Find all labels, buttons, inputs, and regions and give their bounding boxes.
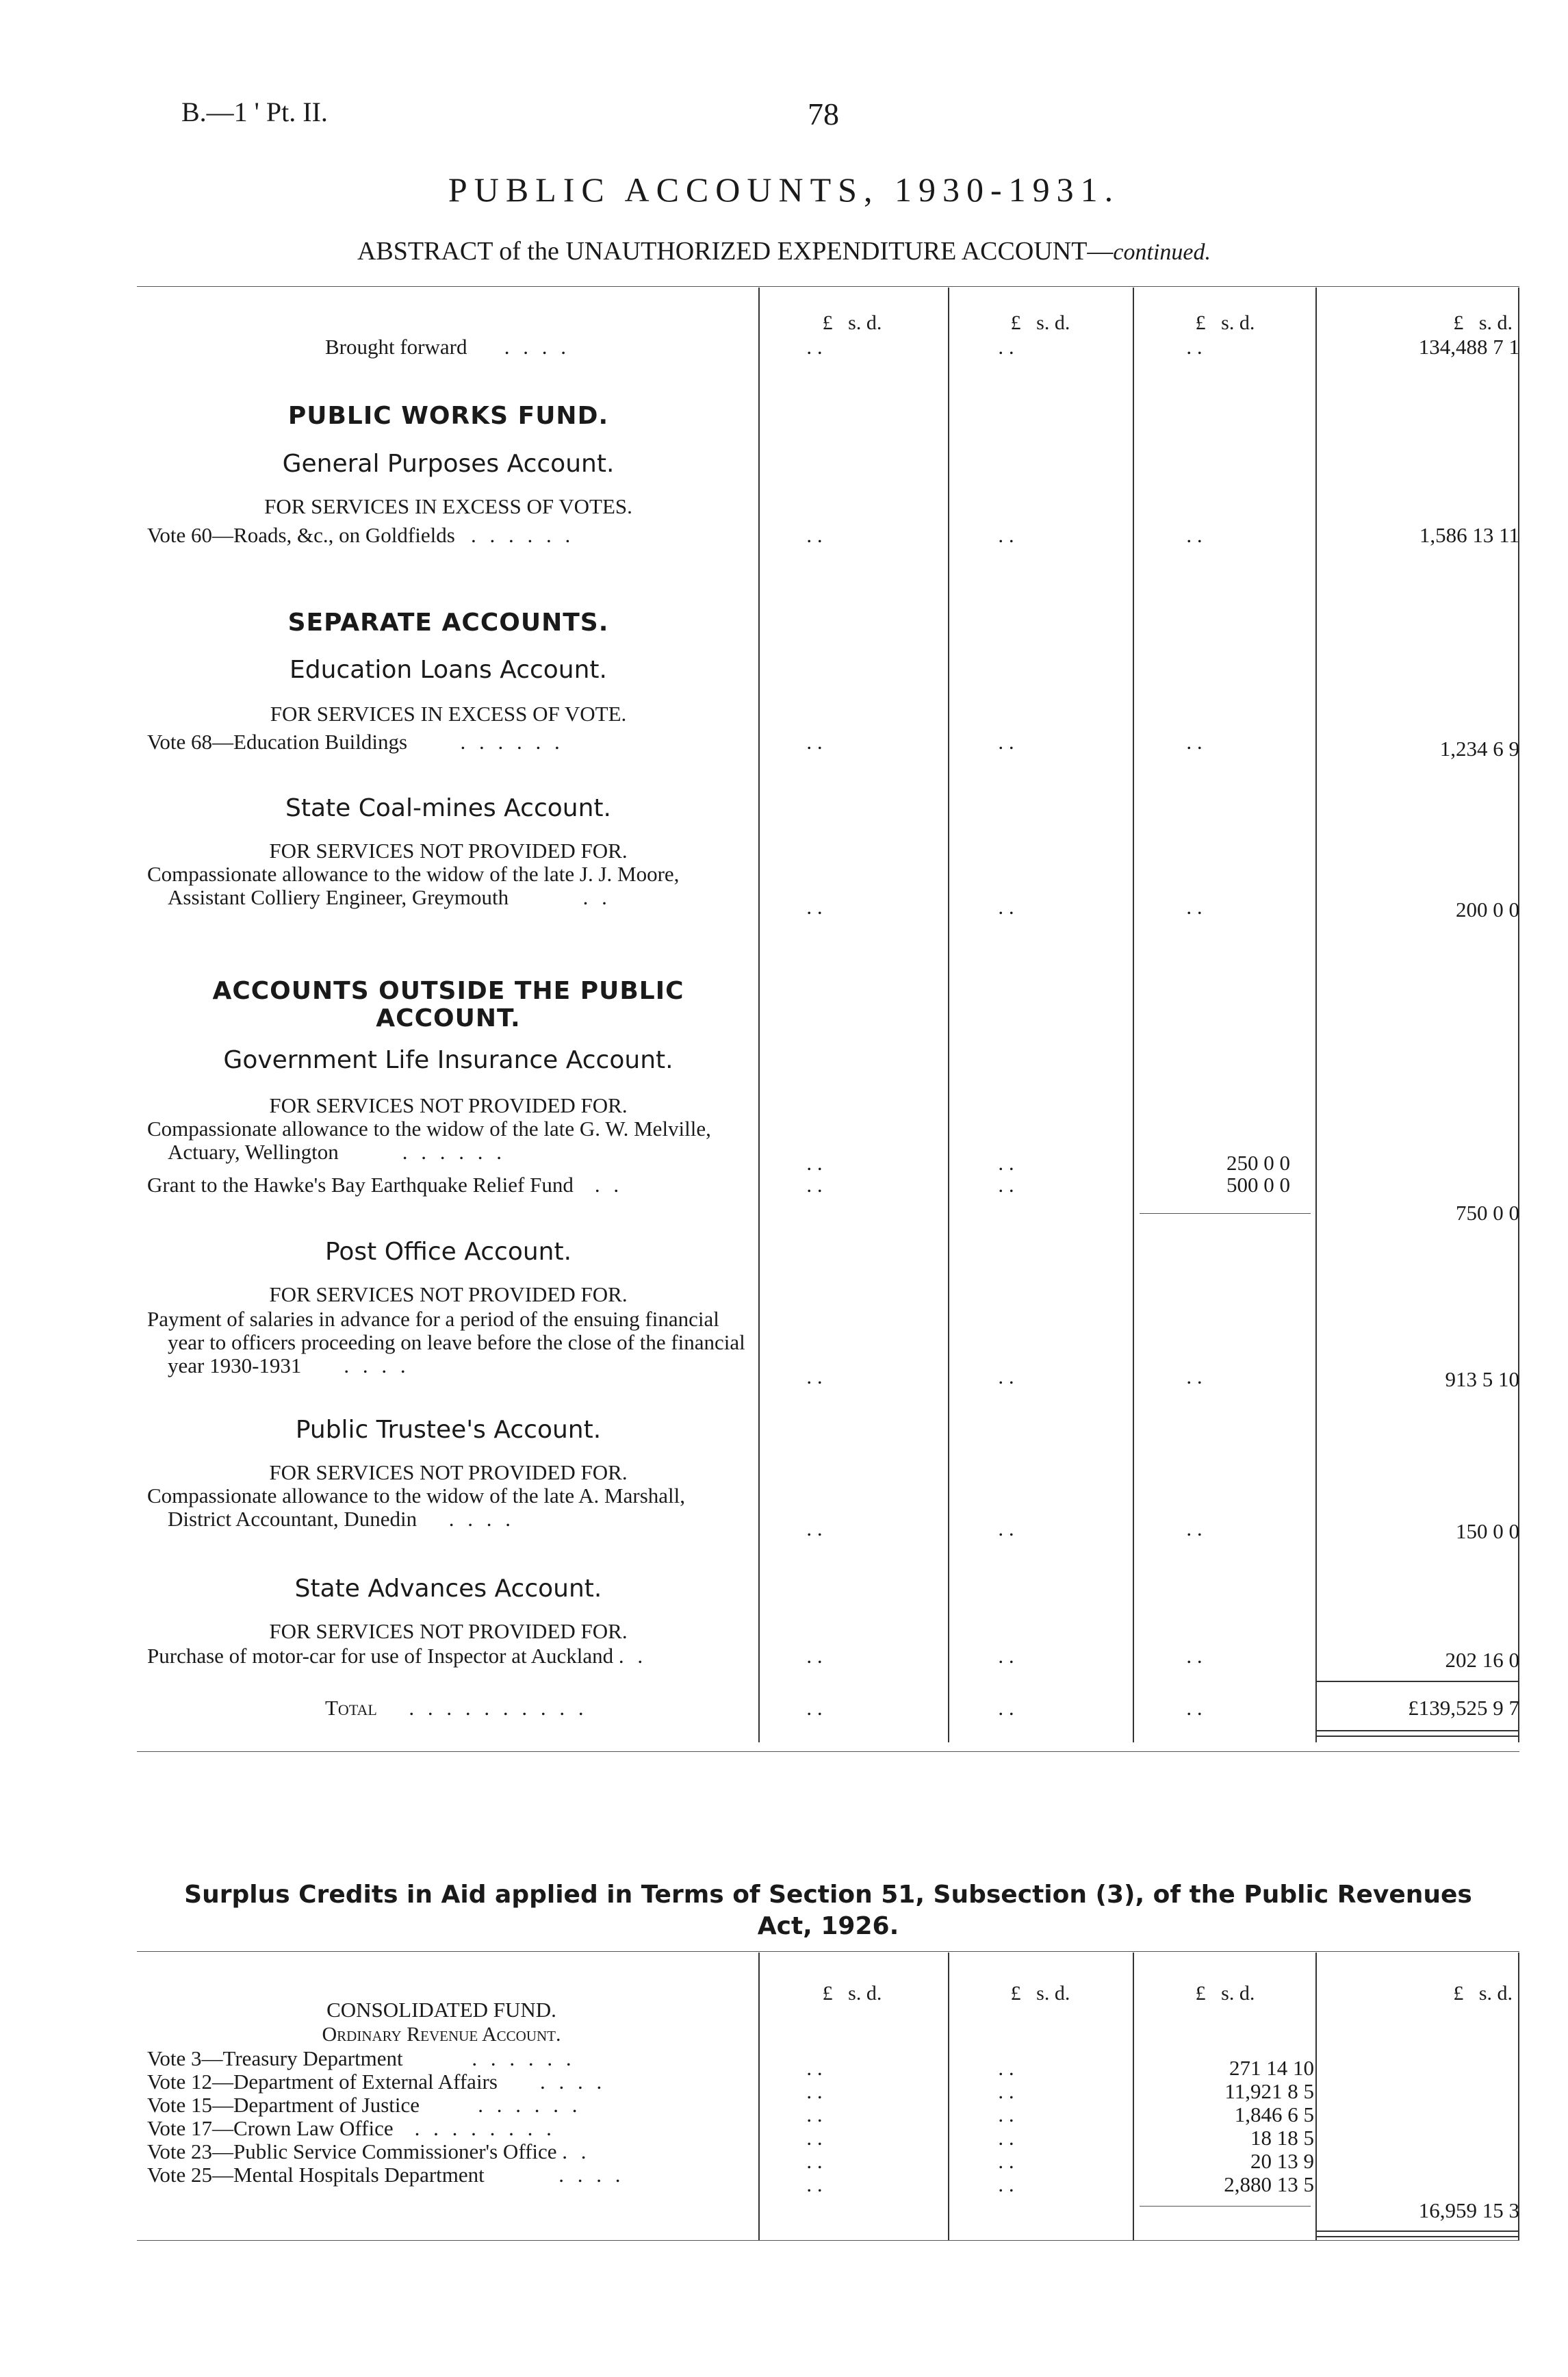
cell-col3: . .	[1186, 1644, 1203, 1668]
surplus-col4-sd: s. d.	[1478, 1982, 1513, 2005]
subheading-state-advances: State Advances Account.	[294, 1575, 602, 1603]
cell-col1: . .	[806, 1696, 823, 1720]
cell-col4: 134,488 7 1	[1418, 335, 1519, 359]
surplus-col2-pound: £	[1010, 1982, 1021, 2005]
cell-col2: . .	[998, 2126, 1014, 2150]
row-leader: . . . . . .	[471, 523, 575, 547]
subheading-post-office: Post Office Account.	[324, 1238, 572, 1266]
cell-col3: . .	[1186, 730, 1203, 754]
surplus-col4-pound: £	[1453, 1982, 1464, 2005]
surplus-subtotal-rule	[1140, 2206, 1311, 2207]
cell-col4: 1,586 13 11	[1419, 523, 1519, 547]
caption-not-provided: FOR SERVICES NOT PROVIDED FOR.	[269, 1619, 628, 1643]
cell-col3: 250 0 0	[1226, 1151, 1290, 1175]
col1-sd: s. d.	[848, 312, 882, 334]
cell-col4: 1,234 6 9	[1439, 737, 1519, 761]
cell-col3: 18 18 5	[1250, 2126, 1314, 2150]
page-title: PUBLIC ACCOUNTS, 1930-1931.	[448, 170, 1120, 209]
page-header-reference: B.—1 ' Pt. II.	[181, 97, 328, 127]
cell-col1: . .	[806, 335, 823, 359]
cell-col3: 20 13 9	[1250, 2149, 1314, 2173]
caption-not-provided: FOR SERVICES NOT PROVIDED FOR.	[269, 839, 628, 863]
row-label: Vote 12—Department of External Affairs	[147, 2070, 498, 2094]
row-label: Vote 23—Public Service Commissioner's Office	[147, 2139, 557, 2163]
surplus-bottom-rule	[137, 2240, 1519, 2241]
row-label: Vote 15—Department of Justice	[147, 2093, 420, 2117]
col-divider-2	[948, 288, 949, 1742]
cell-col1: . .	[806, 730, 823, 754]
col2-sd: s. d.	[1036, 312, 1070, 334]
surplus-account-heading: Ordinary Revenue Account.	[322, 2023, 561, 2046]
col3-pound: £	[1195, 312, 1206, 334]
row-leader: . .	[594, 1173, 624, 1197]
grand-total: £139,525 9 7	[1408, 1696, 1519, 1720]
surplus-col3-header	[1140, 1982, 1311, 2005]
caption-not-provided: FOR SERVICES NOT PROVIDED FOR.	[269, 1093, 628, 1117]
surplus-col1-sd: s. d.	[848, 1982, 882, 2005]
cell-col1: . .	[806, 1173, 823, 1197]
col3-header	[1140, 312, 1311, 335]
row-label: Compassionate allowance to the widow of the late J. J. Moore, Assistant Colliery Engineer, Greymouth	[147, 862, 680, 909]
row-label: Vote 3—Treasury Department	[147, 2046, 403, 2070]
row-leader: . . . . . .	[402, 1140, 506, 1164]
col2-pound: £	[1010, 312, 1021, 334]
col2-header	[955, 312, 1126, 335]
cell-col3: . .	[1186, 1696, 1203, 1720]
row-label: Vote 17—Crown Law Office	[147, 2116, 394, 2140]
cell-col2: . .	[998, 895, 1014, 919]
surplus-col2-header	[955, 1982, 1126, 2005]
row-leader: . . . .	[558, 2163, 625, 2187]
cell-col4: 202 16 0	[1445, 1648, 1519, 1672]
cell-col3: 2,880 13 5	[1224, 2172, 1314, 2196]
row-label: Purchase of motor-car for use of Inspector at Auckland	[147, 1644, 614, 1668]
cell-col2: . .	[998, 2056, 1014, 2080]
surplus-col3-sd: s. d.	[1221, 1982, 1255, 2005]
surplus-col1-pound: £	[822, 1982, 833, 2005]
subheading-coal-mines: State Coal-mines Account.	[285, 794, 611, 822]
row-leader: . . . .	[504, 335, 570, 359]
subtotal-rule-life	[1140, 1213, 1311, 1214]
page-number: 78	[808, 97, 839, 131]
surplus-fund-heading: CONSOLIDATED FUND.	[326, 1998, 556, 2022]
row-label: Grant to the Hawke's Bay Earthquake Relief Fund	[147, 1173, 574, 1197]
surplus-col1-header	[763, 1982, 941, 2005]
section-heading-separate: SEPARATE ACCOUNTS.	[287, 609, 609, 637]
cell-col2: . .	[998, 1364, 1014, 1388]
cell-col2: . .	[998, 2172, 1014, 2196]
col-divider-4	[1315, 288, 1317, 1742]
cell-col2: . .	[998, 1173, 1014, 1197]
row-label: Payment of salaries in advance for a period of the ensuing financial year to officers proceeding on leave before the close of the financial year 1930-1931	[147, 1307, 745, 1377]
cell-col4: 913 5 10	[1445, 1367, 1519, 1391]
cell-col2: . .	[998, 1151, 1014, 1175]
surplus-title: Surplus Credits in Aid applied in Terms of Section 51, Subsection (3), of the Public Revenues Act, 1926.	[184, 1881, 1472, 1940]
row-leader: . .	[618, 1644, 647, 1668]
col-divider-3	[1133, 288, 1134, 1742]
caption-not-provided: FOR SERVICES NOT PROVIDED FOR.	[269, 1460, 628, 1484]
cell-col1: . .	[806, 1151, 823, 1175]
cell-col3: . .	[1186, 335, 1203, 359]
row-leader: . .	[562, 2139, 591, 2163]
cell-col1: . .	[806, 1516, 823, 1540]
col1-header	[763, 312, 941, 335]
row-label: Vote 60—Roads, &c., on Goldfields	[147, 523, 455, 547]
total-label: Total	[325, 1696, 377, 1720]
table-bottom-rule	[137, 1751, 1519, 1752]
cell-col1: . .	[806, 2172, 823, 2196]
row-label: Vote 68—Education Buildings	[147, 730, 408, 754]
subheading-public-trustee: Public Trustee's Account.	[295, 1416, 602, 1444]
total-bottom-rule-double	[1315, 1736, 1518, 1737]
cell-col4: 150 0 0	[1456, 1519, 1519, 1543]
row-leader: . . . . . .	[472, 2046, 576, 2070]
surplus-total-rule-double	[1315, 2236, 1518, 2237]
cell-col2: . .	[998, 2102, 1014, 2126]
section-heading-public-works: PUBLIC WORKS FUND.	[287, 402, 609, 430]
subtitle-main: ABSTRACT of the UNAUTHORIZED EXPENDITURE ACCOUNT—	[357, 237, 1114, 266]
row-leader: . .	[582, 885, 611, 909]
row-leader: . . . .	[539, 2070, 606, 2094]
cell-col3: . .	[1186, 1516, 1203, 1540]
surplus-col-divider-right	[1518, 1953, 1519, 2240]
surplus-col-divider-4	[1315, 1953, 1317, 2240]
row-leader: . . . . . .	[460, 730, 564, 754]
cell-col1: . .	[806, 1644, 823, 1668]
col1-pound: £	[822, 312, 833, 334]
row-leader: . . . . . . . . . .	[409, 1696, 588, 1720]
total-bottom-rule	[1315, 1730, 1518, 1731]
cell-col2: . .	[998, 730, 1014, 754]
col3-sd: s. d.	[1221, 312, 1255, 334]
row-label: Compassionate allowance to the widow of the late G. W. Melville, Actuary, Wellington	[147, 1117, 711, 1164]
cell-col3: . .	[1186, 523, 1203, 547]
cell-col1: . .	[806, 2126, 823, 2150]
page-subtitle	[0, 236, 1568, 266]
row-leader: . . . .	[448, 1507, 515, 1531]
row-leader: . . . .	[344, 1353, 410, 1377]
cell-col1: . .	[806, 2056, 823, 2080]
cell-col2: . .	[998, 1516, 1014, 1540]
cell-col3: . .	[1186, 895, 1203, 919]
cell-col3: . .	[1186, 1364, 1203, 1388]
surplus-col4-header	[1321, 1982, 1513, 2005]
cell-col3: 500 0 0	[1226, 1173, 1290, 1197]
section-heading-outside: ACCOUNTS OUTSIDE THE PUBLIC ACCOUNT.	[212, 977, 684, 1032]
caption-excess-vote: FOR SERVICES IN EXCESS OF VOTE.	[270, 702, 627, 726]
surplus-col-divider-1	[758, 1953, 760, 2240]
cell-col1: . .	[806, 2102, 823, 2126]
cell-col2: . .	[998, 2079, 1014, 2103]
cell-col4: 200 0 0	[1456, 898, 1519, 921]
subtitle-continued: continued.	[1113, 240, 1211, 265]
subheading-general-purposes: General Purposes Account.	[282, 450, 615, 478]
surplus-col-divider-2	[948, 1953, 949, 2240]
col4-pound: £	[1453, 312, 1464, 334]
row-label: Brought forward	[325, 335, 467, 359]
cell-col1: . .	[806, 2079, 823, 2103]
table-top-rule	[137, 286, 1519, 287]
row-leader: . . . . . .	[478, 2093, 582, 2117]
surplus-total-rule	[1315, 2230, 1518, 2232]
total-top-rule	[1315, 1681, 1518, 1682]
caption-not-provided: FOR SERVICES NOT PROVIDED FOR.	[269, 1282, 628, 1306]
surplus-col3-pound: £	[1195, 1982, 1206, 2005]
cell-col2: . .	[998, 2149, 1014, 2173]
surplus-total: 16,959 15 3	[1418, 2198, 1519, 2222]
surplus-col-divider-3	[1133, 1953, 1134, 2240]
caption-excess-votes: FOR SERVICES IN EXCESS OF VOTES.	[264, 494, 632, 518]
cell-col1: . .	[806, 523, 823, 547]
cell-col3: 1,846 6 5	[1234, 2102, 1314, 2126]
row-leader: . . . . . . . .	[414, 2116, 556, 2140]
subheading-education-loans: Education Loans Account.	[290, 656, 607, 684]
cell-col2: . .	[998, 1644, 1014, 1668]
cell-col3: 271 14 10	[1229, 2056, 1314, 2080]
col4-sd: s. d.	[1478, 312, 1513, 334]
surplus-col2-sd: s. d.	[1036, 1982, 1070, 2005]
cell-col1: . .	[806, 2149, 823, 2173]
row-label: Compassionate allowance to the widow of the late A. Marshall, District Accountant, Dunedin	[147, 1484, 686, 1531]
cell-col3: 11,921 8 5	[1224, 2079, 1314, 2103]
col-divider-1	[758, 288, 760, 1742]
cell-col4: 750 0 0	[1456, 1201, 1519, 1225]
cell-col1: . .	[806, 895, 823, 919]
surplus-top-rule	[137, 1951, 1519, 1952]
subheading-life-insurance: Government Life Insurance Account.	[223, 1046, 673, 1074]
col4-header	[1321, 312, 1513, 335]
cell-col1: . .	[806, 1364, 823, 1388]
cell-col2: . .	[998, 335, 1014, 359]
cell-col2: . .	[998, 1696, 1014, 1720]
row-label: Vote 25—Mental Hospitals Department	[147, 2163, 485, 2187]
cell-col2: . .	[998, 523, 1014, 547]
